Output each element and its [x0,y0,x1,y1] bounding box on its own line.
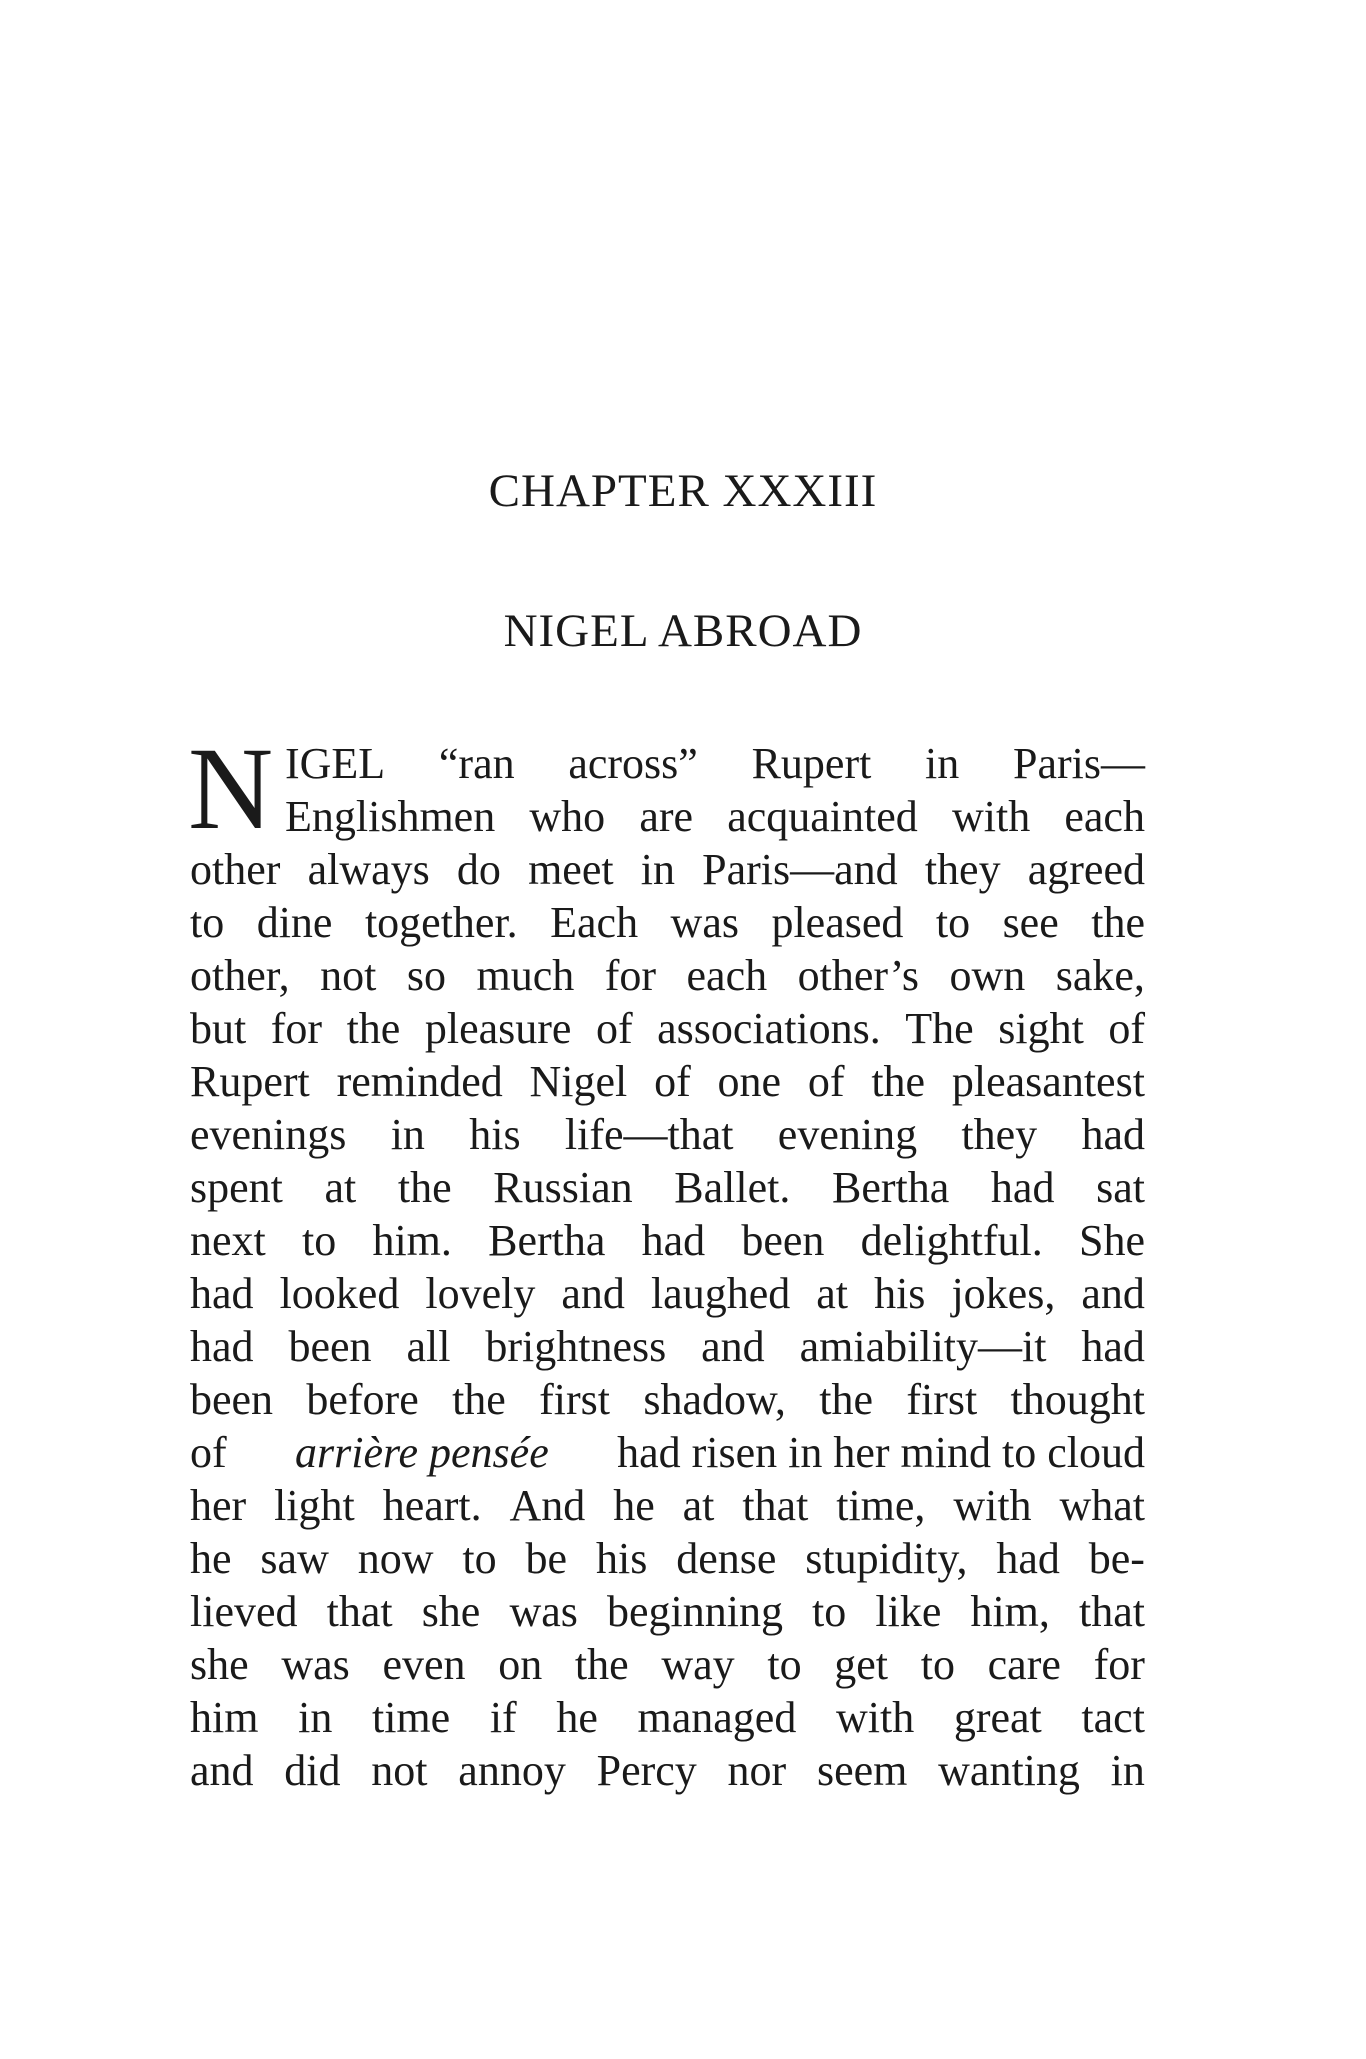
word: Percy [596,1746,697,1795]
word: pleasure [424,1004,572,1053]
word: Bertha [488,1216,606,1265]
word: Paris— [1013,739,1145,788]
word: She [1078,1216,1145,1265]
word: are [639,792,694,841]
word: at [324,1163,357,1212]
word: had [190,1322,254,1371]
italic-phrase: arrière pensée [295,1428,549,1477]
word: brightness [485,1322,667,1371]
word: to [301,1216,337,1265]
word: be- [1088,1534,1145,1583]
word: tact [1081,1693,1145,1742]
word: but [190,1004,247,1053]
text-line [190,896,1145,949]
word: for [604,951,657,1000]
text-line [190,1055,1145,1108]
word: did [284,1746,341,1795]
word: and [1081,1269,1145,1318]
word: other’s [797,951,919,1000]
word: jokes, [951,1269,1056,1318]
word: spent [190,1163,283,1212]
word: in [298,1693,333,1742]
word: And [509,1481,586,1530]
word: he [613,1481,655,1530]
word: her [190,1481,247,1530]
word: with [951,792,1031,841]
word: nor [727,1746,787,1795]
word: they [961,1110,1038,1159]
chapter-title: NIGEL ABROAD [503,605,863,657]
word: annoy [458,1746,566,1795]
word: the [452,1375,506,1424]
word: that [742,1481,809,1530]
word: to [812,1587,847,1636]
word: first [539,1375,611,1424]
word: his [595,1534,648,1583]
word: to [920,1640,955,1689]
word: she [190,1640,249,1689]
word: first [906,1375,978,1424]
word: of [807,1057,845,1106]
word: the [346,1004,401,1053]
word: if [489,1693,517,1742]
word: that [1079,1587,1145,1636]
word: sake, [1055,951,1145,1000]
word: he [556,1693,598,1742]
word: to [935,898,971,947]
word: she [421,1587,481,1636]
word: like [875,1587,942,1636]
word: Ballet. [674,1163,791,1212]
word: they [924,845,1001,894]
word: the [871,1057,926,1106]
word: Englishmen [285,792,496,841]
word: stupidity, [805,1534,968,1583]
text-line [190,1214,1145,1267]
text-line [190,1479,1145,1532]
word: been [741,1216,825,1265]
text-line [190,1108,1145,1161]
word: the [574,1640,629,1689]
word: his [469,1110,521,1159]
word: in [390,1110,425,1159]
word: had [641,1216,706,1265]
word: who [529,792,606,841]
word: sat [1096,1163,1145,1212]
word: had [190,1269,254,1318]
word: The [905,1004,974,1053]
text-line [190,1161,1145,1214]
text-line [190,1002,1145,1055]
word: dine [256,898,333,947]
word: had [1081,1110,1145,1159]
word: across” [568,739,698,788]
word: own [949,951,1026,1000]
word: in [640,845,675,894]
word: not [371,1746,428,1795]
word: the [397,1163,452,1212]
word: other, [190,951,290,1000]
word: associations. [657,1004,881,1053]
text-line [190,843,1145,896]
word: life—that [564,1110,734,1159]
word: with [835,1693,915,1742]
word: always [307,845,430,894]
word: agreed [1027,845,1145,894]
text-fragment: had risen in her mind to cloud [617,1428,1145,1477]
word: thought [1010,1375,1145,1424]
word: in [1110,1746,1145,1795]
word: had [996,1534,1060,1583]
word: of [1108,1004,1145,1053]
text-line [190,790,1145,843]
word: “ran [438,739,515,788]
word: wanting [938,1746,1080,1795]
word: way [661,1640,735,1689]
word: now [357,1534,434,1583]
word: managed [637,1693,797,1742]
word: him [190,1693,259,1742]
word: so [406,951,446,1000]
text-line [190,737,1145,790]
word: saw [260,1534,329,1583]
drop-cap: N [188,723,274,854]
word: reminded [336,1057,503,1106]
word: of [654,1057,691,1106]
word: that [326,1587,393,1636]
text-line [190,1320,1145,1373]
word: lieved [190,1587,298,1636]
text-line [190,1691,1145,1744]
text-line [190,949,1145,1002]
word: Nigel [529,1057,628,1106]
word: each [686,951,768,1000]
word: him, [970,1587,1050,1636]
word: evening [777,1110,918,1159]
word: great [953,1693,1042,1742]
word: had [1081,1322,1145,1371]
word: together. [364,898,518,947]
word: laughed [650,1269,791,1318]
word: the [819,1375,873,1424]
word: all [406,1322,451,1371]
word: and [190,1746,254,1795]
word: to [462,1534,497,1583]
word: and [561,1269,625,1318]
word: lovely [425,1269,536,1318]
word: other [190,845,281,894]
word: in [925,739,960,788]
word: Russian [493,1163,633,1212]
word: he [190,1534,232,1583]
word: pleasantest [951,1057,1145,1106]
word: Bertha [832,1163,950,1212]
word: pleased [771,898,904,947]
word: meet [528,845,614,894]
word: light [274,1481,355,1530]
text-line [190,1373,1145,1426]
word: get [834,1640,889,1689]
word: see [1002,898,1059,947]
text-line [190,1267,1145,1320]
word: Paris—and [702,845,898,894]
word: Each [550,898,639,947]
text-line [190,1532,1145,1585]
word: time [371,1693,451,1742]
word: shadow, [643,1375,786,1424]
word: delightful. [860,1216,1043,1265]
word: was [509,1587,578,1636]
word: to [767,1640,802,1689]
word: to [190,898,225,947]
word: was [670,898,739,947]
word: IGEL [285,739,386,788]
text-line-mixed [190,1426,1145,1479]
word: sight [998,1004,1084,1053]
text-line [190,1585,1145,1638]
word: dense [676,1534,777,1583]
word: not [320,951,377,1000]
word: amiability—it [799,1322,1047,1371]
word: before [306,1375,419,1424]
word: acquainted [727,792,918,841]
word: Rupert [751,739,872,788]
word: for [1093,1640,1145,1689]
word: was [281,1640,350,1689]
word: care [987,1640,1061,1689]
word: do [456,845,501,894]
word: next [190,1216,266,1265]
word: be [525,1534,568,1583]
word: Rupert [190,1057,310,1106]
word: of [595,1004,633,1053]
word: much [476,951,575,1000]
word: him. [372,1216,452,1265]
word: looked [279,1269,400,1318]
word: with [953,1481,1032,1530]
word: been [288,1322,372,1371]
word: time, [836,1481,926,1530]
word: at [816,1269,849,1318]
word: evenings [190,1110,347,1159]
word: on [498,1640,543,1689]
word: for [270,1004,323,1053]
word: even [382,1640,466,1689]
word: his [874,1269,926,1318]
word: each [1064,792,1145,841]
word: seem [816,1746,908,1795]
body-text [190,737,1145,1797]
text-line [190,1744,1145,1797]
text-line [190,1638,1145,1691]
word: what [1059,1481,1145,1530]
word: heart. [382,1481,482,1530]
word: been [190,1375,274,1424]
word: at [682,1481,715,1530]
chapter-heading: CHAPTER XXXIII [488,465,878,517]
word: one [717,1057,782,1106]
word: beginning [606,1587,783,1636]
word: the [1091,898,1145,947]
word: and [701,1322,765,1371]
text-fragment: of [190,1428,227,1477]
word: had [990,1163,1055,1212]
